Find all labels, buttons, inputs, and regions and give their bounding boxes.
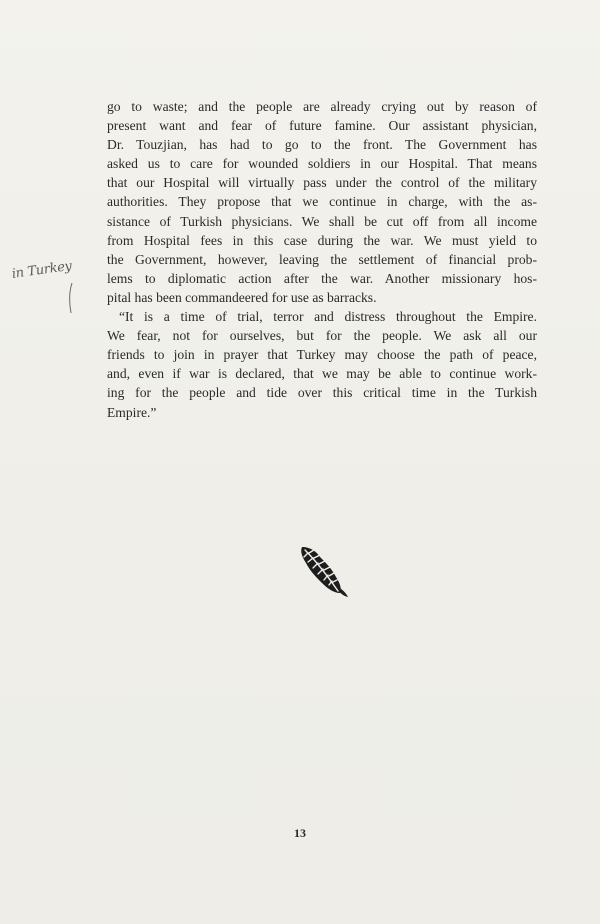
handwritten-margin-note: in Turkey <box>10 258 73 282</box>
text-line: the Government, however, leaving the settlement of financial prob- <box>107 251 537 267</box>
margin-pen-stroke <box>68 282 74 314</box>
text-line: Empire.” <box>107 404 157 420</box>
text-line: lems to diplomatic action after the war. Another missionary hos- <box>107 270 537 286</box>
text-line: go to waste; and the people are already crying out by reason of <box>107 99 537 114</box>
text-line: present want and fear of future famine. Our assistant physician, <box>107 118 537 134</box>
text-line: Dr. Touzjian, has had to go to the front. The Government has <box>107 137 537 153</box>
leaf-ornament-icon <box>296 543 350 599</box>
text-line: and, even if war is declared, that we may be able to continue work- <box>107 366 537 382</box>
body-text <box>107 97 537 422</box>
text-line: “It is a time of trial, terror and distress throughout the Empire. <box>119 309 537 325</box>
page-number: 13 <box>294 826 306 840</box>
text-line: that our Hospital will virtually pass under the control of the military <box>107 175 537 191</box>
text-line: sistance of Turkish physicians. We shall be cut off from all income <box>107 213 537 229</box>
text-line: asked us to care for wounded soldiers in our Hospital. That means <box>107 156 537 172</box>
text-line: from Hospital fees in this case during the war. We must yield to <box>107 232 537 248</box>
text-line: friends to join in prayer that Turkey may choose the path of peace, <box>107 347 537 363</box>
text-line: authorities. They propose that we continue in charge, with the as- <box>107 194 537 210</box>
text-line: We fear, not for ourselves, but for the people. We ask all our <box>107 328 537 344</box>
text-line: ing for the people and tide over this critical time in the Turkish <box>107 385 537 401</box>
text-line: pital has been commandeered for use as barracks. <box>107 289 377 305</box>
